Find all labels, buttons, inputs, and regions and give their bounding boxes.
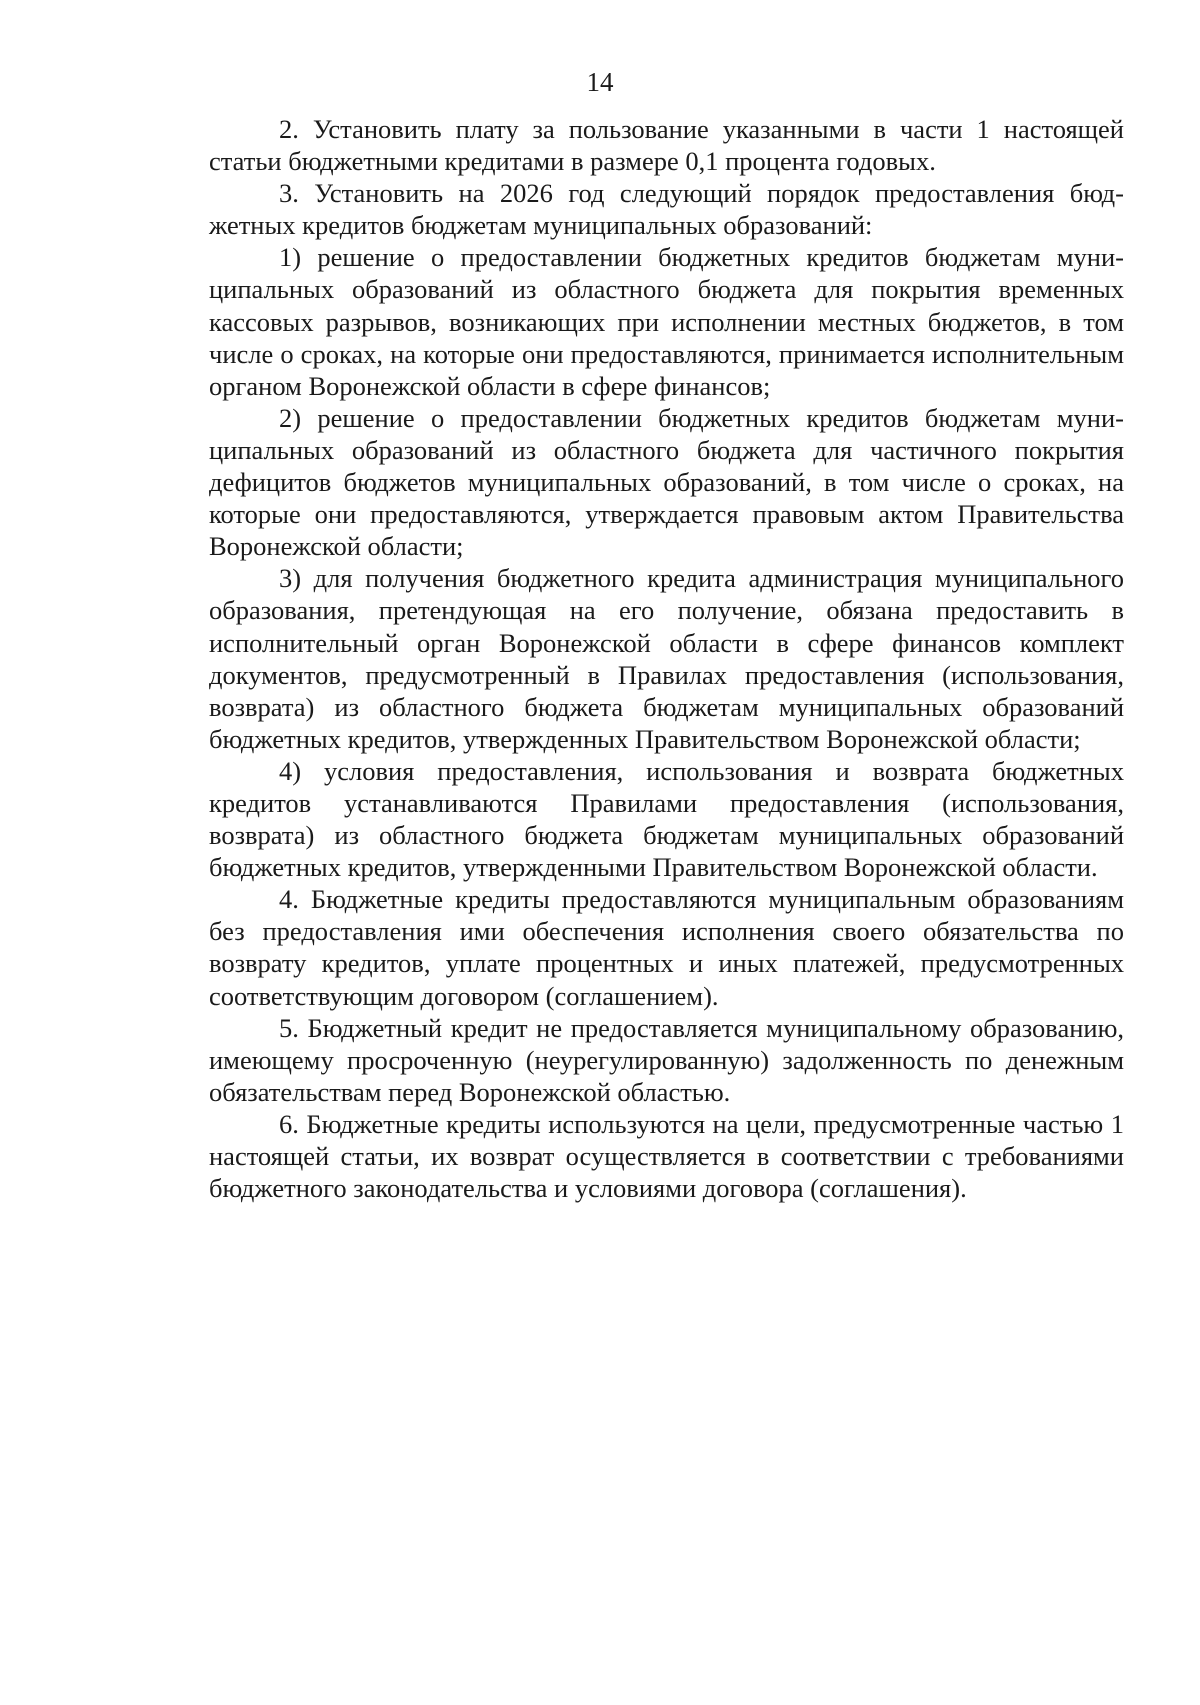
paragraph-3-procedure: 3. Установить на 2026 год следующий порядок предоставления бюджетных кредитов бюджетам муниципальных образований: xyxy=(209,178,1124,241)
paragraph-3-item-4: 4) условия предоставления, использования и возврата бюджетных кредитов устанавливаются Правилами предоставления (использования, возврата) из областного бюджета бюджетам муниципальных образований бюджетных кредитов, утвержденными Правительством Воронежской области. xyxy=(209,755,1124,883)
paragraph-6-purpose-return: 6. Бюджетные кредиты используются на цели, предусмотренные частью 1 настоящей статьи, их возврат осуществляется в соответствии с требованиями бюджетного законодательства и условиями договора (соглашения). xyxy=(209,1108,1124,1204)
paragraph-3-item-1: 1) решение о предоставлении бюджетных кредитов бюджетам муниципальных образований из областного бюджета для покрытия временных кассовых разрывов, возникающих при исполнении местных бюджетов, в том числе о сроках, на которые они предоставляются, принимается исполнительным органом Воронежской области в сфере финансов; xyxy=(209,242,1124,401)
document-body xyxy=(209,113,1124,1204)
paragraph-3-item-2: 2) решение о предоставлении бюджетных кредитов бюджетам муниципальных образований из областного бюджета для частичного покрытия дефицитов бюджетов муниципальных образований, в том числе о сроках, на которые они предоставляются, утверждается правовым актом Правительства Воронежской области; xyxy=(209,402,1124,562)
page-number: 14 xyxy=(586,67,614,97)
paragraph-3-item-3: 3) для получения бюджетного кредита администрация муниципального образования, претендующая на его получение, обязана предоставить в исполнительный орган Воронежской области в сфере финансов комплект документов, предусмотренный в Правилах предоставления (использования, возврата) из областного бюджета бюджетам муниципальных образований бюджетных кредитов, утвержденных Правительством Воронежской области; xyxy=(209,563,1124,754)
paragraph-2-payment-fee: 2. Установить плату за пользование указанными в части 1 настоящей статьи бюджетными кредитами в размере 0,1 процента годовых. xyxy=(209,114,1124,177)
paragraph-5-overdue-debt: 5. Бюджетный кредит не предоставляется муниципальному образованию, имеющему просроченную (неурегулированную) задолженность по денежным обязательствам перед Воронежской областью. xyxy=(209,1012,1124,1107)
paragraph-4-no-security: 4. Бюджетные кредиты предоставляются муниципальным образованиям без предоставления ими обеспечения исполнения своего обязательства по возврату кредитов, уплате процентных и иных платежей, предусмотренных соответствующим договором (соглашением). xyxy=(209,884,1124,1011)
